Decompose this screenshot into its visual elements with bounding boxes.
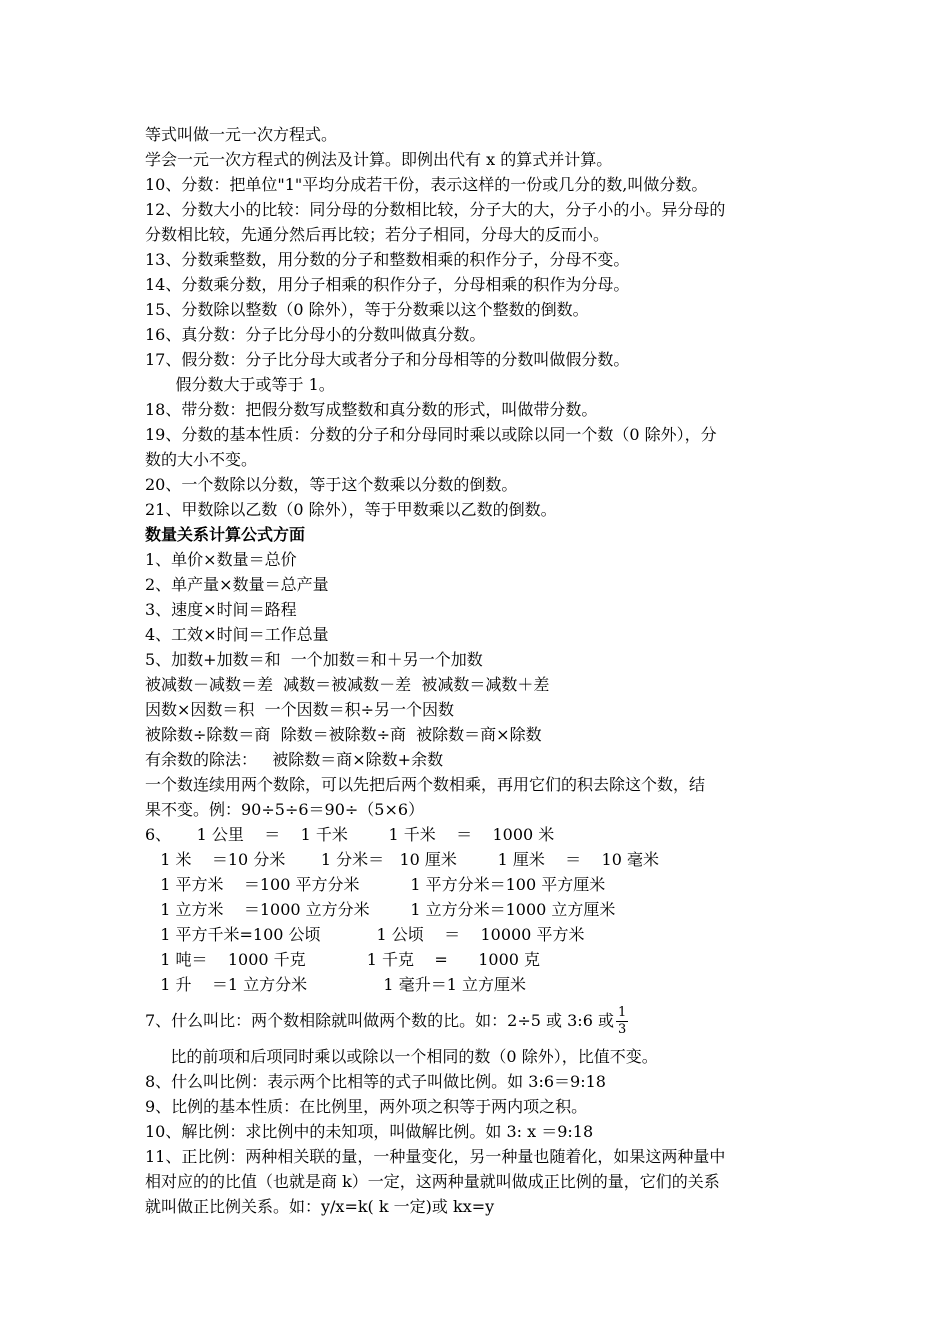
formula-line: 4、工效×时间＝工作总量 — [145, 625, 329, 644]
formula-line: 一个数连续用两个数除，可以先把后两个数相乘，再用它们的积去除这个数，结 — [145, 775, 706, 794]
text-line: 相对应的的比值（也就是商 k）一定，这两种量就叫做成正比例的量，它们的关系 — [145, 1172, 720, 1191]
formula-line: 因数×因数＝积 一个因数＝积÷另一个因数 — [145, 700, 454, 719]
text-line: 9、比例的基本性质：在比例里，两外项之积等于两内项之积。 — [145, 1097, 588, 1116]
section-heading: 数量关系计算公式方面 — [145, 525, 306, 544]
text-line: 等式叫做一元一次方程式。 — [145, 125, 338, 144]
unit-conversion-line: 1 平方米 ＝100 平方分米 1 平方分米＝100 平方厘米 — [145, 875, 606, 894]
text-line: 假分数大于或等于 1。 — [145, 375, 335, 394]
unit-conversion-line: 1 升 ＝1 立方分米 1 毫升＝1 立方厘米 — [145, 975, 526, 994]
text-line: 18、带分数：把假分数写成整数和真分数的形式，叫做带分数。 — [145, 400, 598, 419]
text-line: 13、分数乘整数，用分数的分子和整数相乘的积作分子，分母不变。 — [145, 250, 630, 269]
text-line: 10、分数：把单位"1"平均分成若干份，表示这样的一份或几分的数,叫做分数。 — [145, 175, 708, 194]
formula-line: 5、加数+加数＝和 一个加数＝和＋另一个加数 — [145, 650, 483, 669]
text-line: 12、分数大小的比较：同分母的分数相比较，分子大的大，分子小的小。异分母的 — [145, 200, 726, 219]
text-line: 分数相比较，先通分然后再比较；若分子相同，分母大的反而小。 — [145, 225, 610, 244]
document-body — [145, 122, 815, 1219]
unit-conversion-line: 1 吨＝ 1000 千克 1 千克 = 1000 克 — [145, 950, 541, 969]
unit-conversion-line: 1 平方千米=100 公顷 1 公顷 ＝ 10000 平方米 — [145, 925, 585, 944]
text-line: 11、正比例：两种相关联的量，一种量变化，另一种量也随着化，如果这两种量中 — [145, 1147, 726, 1166]
text-line: 就叫做正比例关系。如：y/x=k( k 一定)或 kx=y — [145, 1197, 495, 1216]
formula-line: 被除数÷除数＝商 除数＝被除数÷商 被除数＝商×除数 — [145, 725, 542, 744]
text-line: 10、解比例：求比例中的未知项，叫做解比例。如 3: x ＝9:18 — [145, 1122, 594, 1141]
text-line: 17、假分数：分子比分母大或者分子和分母相等的分数叫做假分数。 — [145, 350, 630, 369]
ratio-definition-text: 7、什么叫比：两个数相除就叫做两个数的比。如：2÷5 或 3:6 或 — [145, 1011, 614, 1030]
text-line: 8、什么叫比例：表示两个比相等的式子叫做比例。如 3:6＝9:18 — [145, 1072, 606, 1091]
unit-conversion-line: 1 米 ＝10 分米 1 分米＝ 10 厘米 1 厘米 ＝ 10 毫米 — [145, 850, 659, 869]
unit-conversion-line: 6、 1 公里 ＝ 1 千米 1 千米 ＝ 1000 米 — [145, 825, 555, 844]
unit-conversion-line: 1 立方米 ＝1000 立方分米 1 立方分米＝1000 立方厘米 — [145, 900, 616, 919]
text-line: 学会一元一次方程式的例法及计算。即例出代有 x 的算式并计算。 — [145, 150, 613, 169]
ratio-definition-line — [145, 997, 815, 1044]
formula-line: 果不变。例：90÷5÷6＝90÷（5×6） — [145, 800, 425, 819]
text-line: 16、真分数：分子比分母小的分数叫做真分数。 — [145, 325, 486, 344]
text-line: 14、分数乘分数，用分子相乘的积作分子，分母相乘的积作为分母。 — [145, 275, 630, 294]
formula-line: 被减数－减数＝差 减数＝被减数－差 被减数＝减数＋差 — [145, 675, 550, 694]
text-line: 19、分数的基本性质：分数的分子和分母同时乘以或除以同一个数（0 除外），分 — [145, 425, 717, 444]
text-line: 15、分数除以整数（0 除外），等于分数乘以这个整数的倒数。 — [145, 300, 589, 319]
fraction — [616, 1005, 628, 1038]
text-line: 21、甲数除以乙数（0 除外），等于甲数乘以乙数的倒数。 — [145, 500, 557, 519]
text-line: 比的前项和后项同时乘以或除以一个相同的数（0 除外），比值不变。 — [145, 1047, 658, 1066]
fraction-numerator: 1 — [617, 1005, 627, 1020]
formula-line: 有余数的除法： 被除数＝商×除数+余数 — [145, 750, 444, 769]
text-line: 20、一个数除以分数，等于这个数乘以分数的倒数。 — [145, 475, 518, 494]
formula-line: 1、单价×数量＝总价 — [145, 550, 297, 569]
fraction-denominator: 3 — [617, 1022, 627, 1037]
formula-line: 2、单产量×数量＝总产量 — [145, 575, 329, 594]
formula-line: 3、速度×时间＝路程 — [145, 600, 297, 619]
text-line: 数的大小不变。 — [145, 450, 258, 469]
